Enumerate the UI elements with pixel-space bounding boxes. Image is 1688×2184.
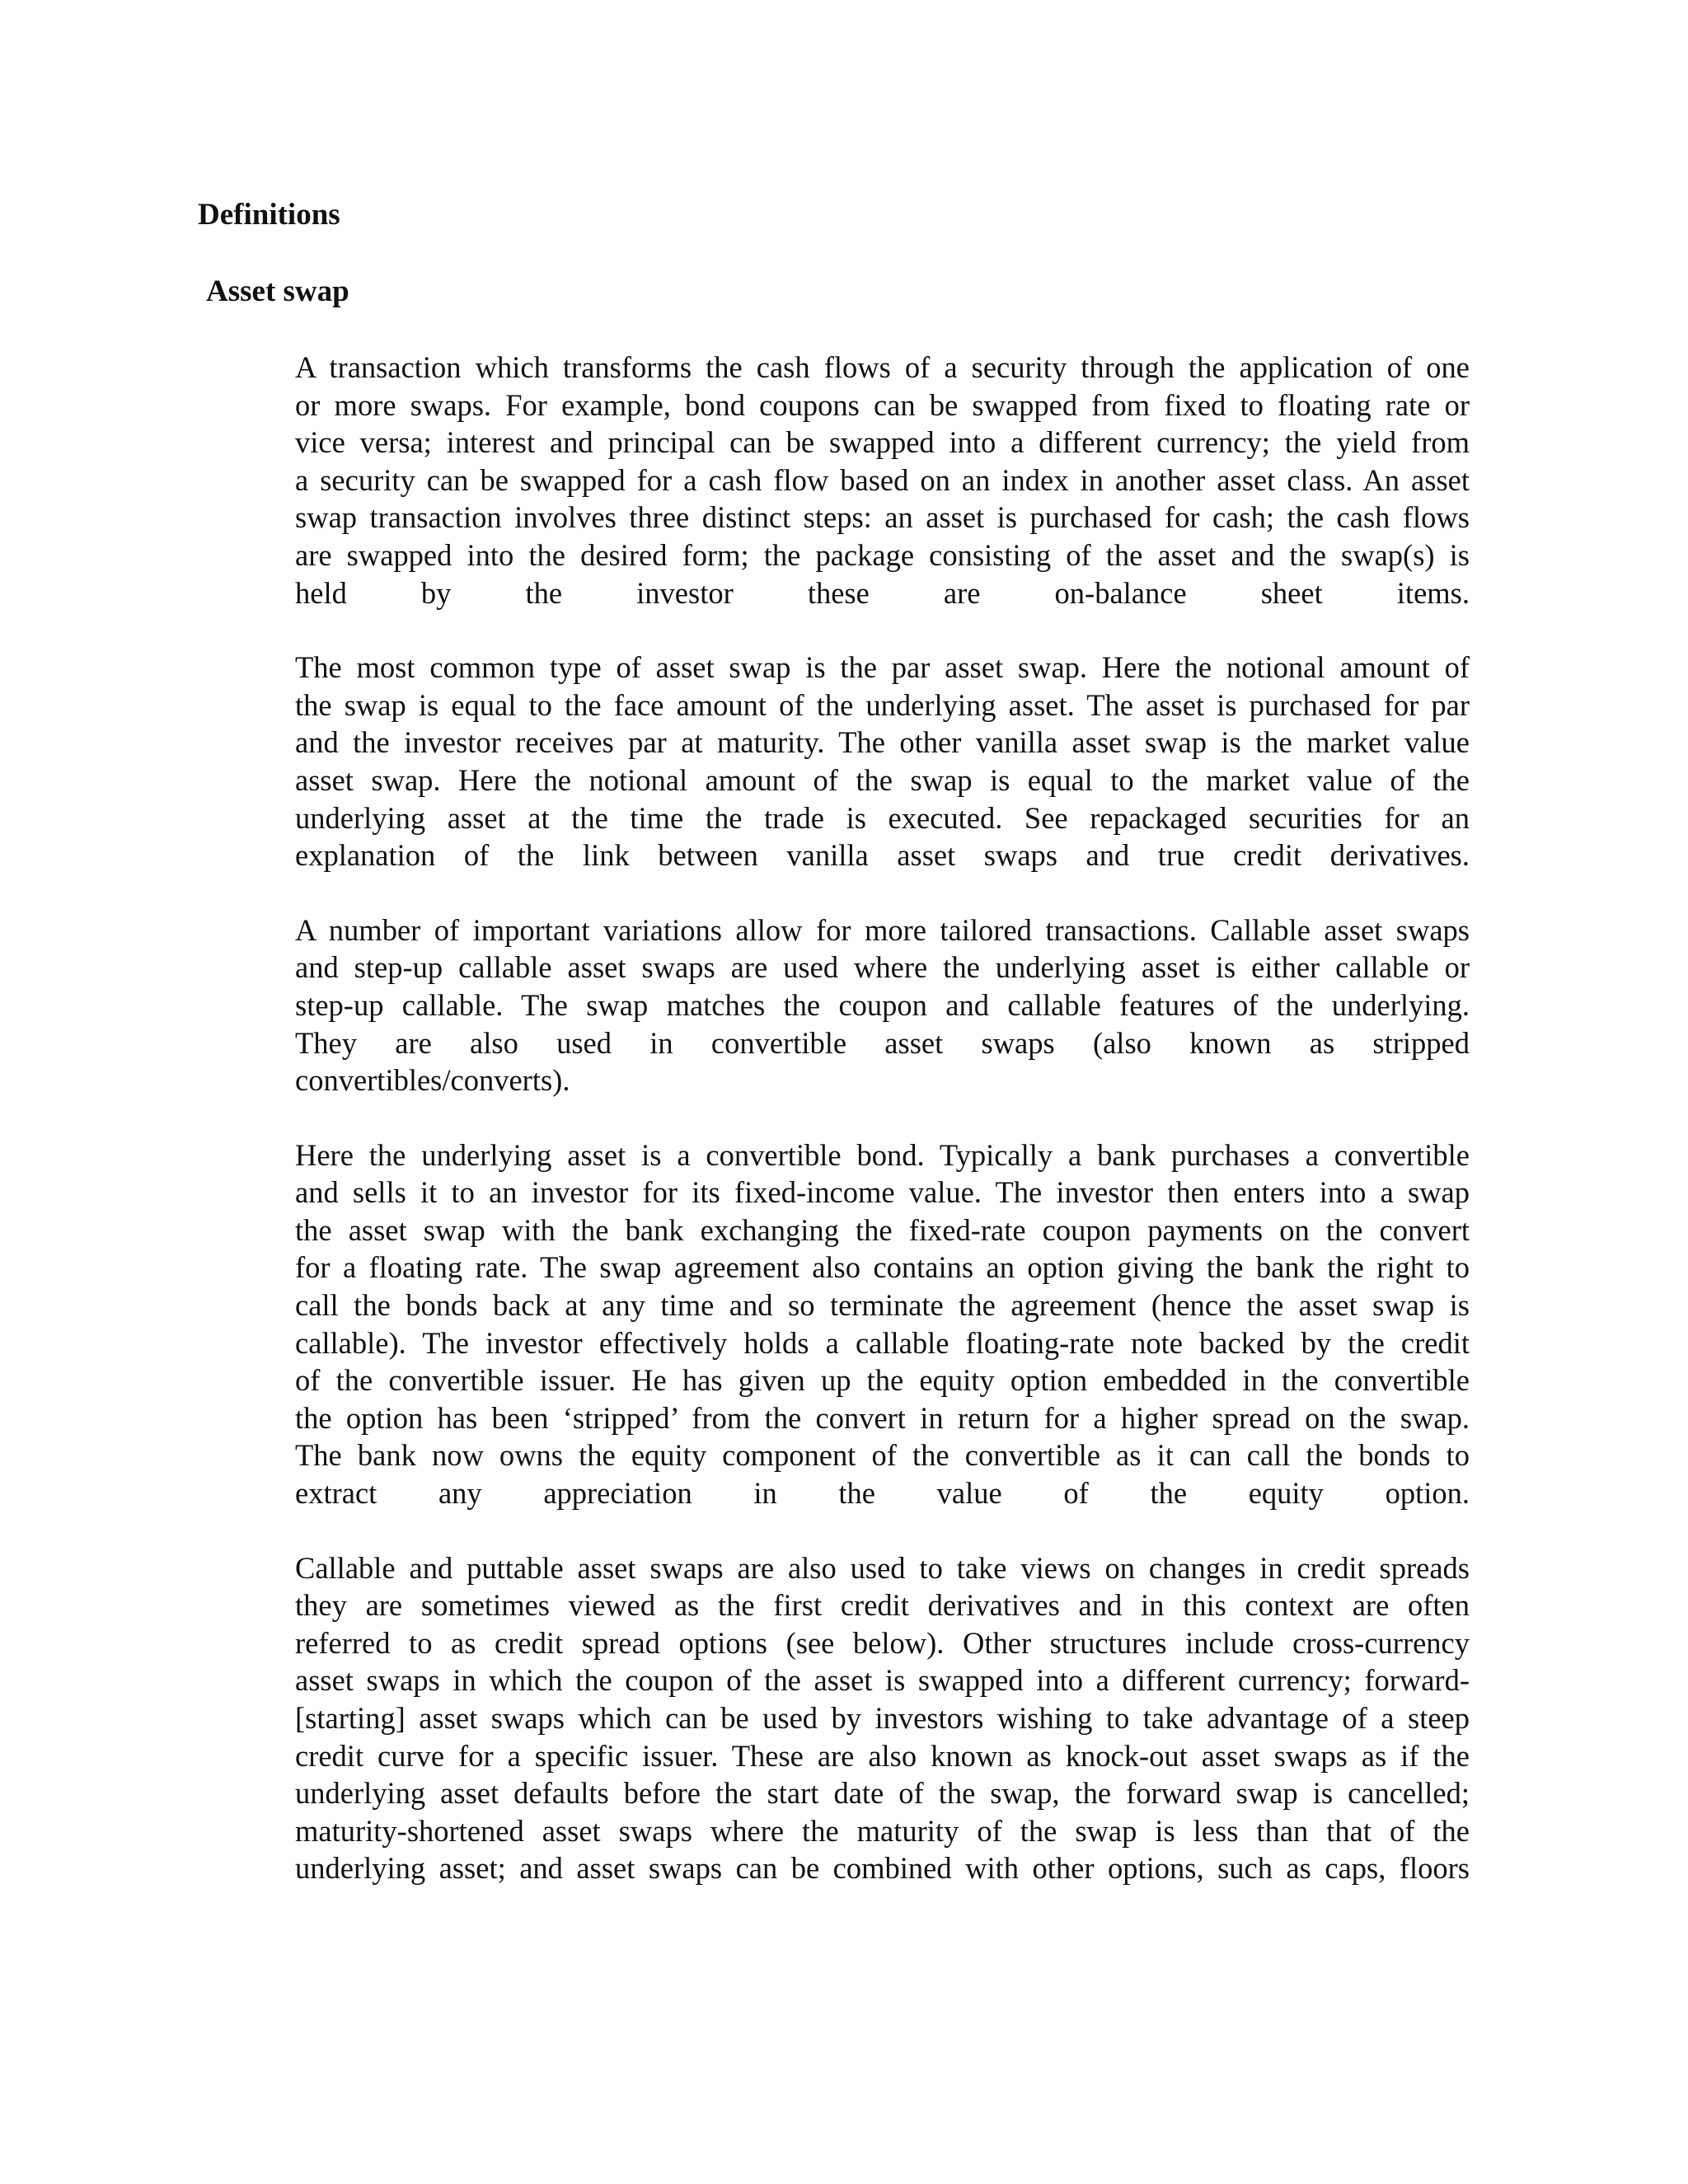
text-line: held by the investor these are on-balance sheet items. [295,575,1470,610]
section-heading-definitions: Definitions [198,198,340,232]
text-line: call the bonds back at any time and so terminate the agreement (hence the asset swap is [295,1288,1470,1323]
text-line: step-up callable. The swap matches the coupon and callable features of the underlying. [295,987,1470,1022]
text-line: swap transaction involves three distinct steps: an asset is purchased for cash; the cash flows [295,500,1470,535]
text-line: extract any appreciation in the value of the equity option. [295,1476,1470,1511]
text-line: [starting] asset swaps which can be used by investors wishing to take advantage of a steep [295,1701,1470,1735]
text-line: A number of important variations allow for more tailored transactions. Callable asset swaps [295,912,1470,947]
text-line: asset swap. Here the notional amount of the swap is equal to the market value of the [295,762,1470,797]
text-line: asset swaps in which the coupon of the asset is swapped into a different currency; forward- [295,1663,1470,1698]
text-line: referred to as credit spread options (see below). Other structures include cross-currency [295,1625,1470,1660]
text-line: of the convertible issuer. He has given up the equity option embedded in the convertible [295,1363,1470,1398]
text-line: and the investor receives par at maturity. The other vanilla asset swap is the market value [295,725,1470,760]
text-line: and step-up callable asset swaps are used where the underlying asset is either callable or [295,950,1470,985]
text-line: the option has been ‘stripped’ from the convert in return for a higher spread on the swap. [295,1400,1470,1435]
text-line: maturity-shortened asset swaps where the maturity of the swap is less than that of the [295,1813,1470,1848]
text-line: vice versa; interest and principal can be swapped into a different currency; the yield from [295,425,1470,460]
text-line: They are also used in convertible asset swaps (also known as stripped [295,1025,1470,1060]
paragraph-2 [295,649,1470,874]
text-line: Callable and puttable asset swaps are also used to take views on changes in credit spreads [295,1550,1470,1585]
text-line: underlying asset at the time the trade is executed. See repackaged securities for an [295,800,1470,835]
paragraph-5 [295,1549,1470,1887]
text-line: the asset swap with the bank exchanging the fixed-rate coupon payments on the convert [295,1212,1470,1247]
text-line: underlying asset; and asset swaps can be combined with other options, such as caps, floors [295,1851,1470,1886]
text-line: convertibles/converts). [295,1063,570,1098]
paragraph-1 [295,349,1470,612]
text-line: A transaction which transforms the cash flows of a security through the application of one [295,350,1470,384]
subheading-asset-swap: Asset swap [206,274,349,308]
text-line: callable). The investor effectively holds a callable floating-rate note backed by the credit [295,1325,1470,1360]
text-line: explanation of the link between vanilla asset swaps and true credit derivatives. [295,838,1470,873]
text-line: are swapped into the desired form; the package consisting of the asset and the swap(s) is [295,537,1470,572]
text-line: a security can be swapped for a cash flow based on an index in another asset class. An asset [295,462,1470,497]
paragraph-4 [295,1137,1470,1512]
text-line: or more swaps. For example, bond coupons can be swapped from fixed to floating rate or [295,387,1470,422]
text-line: credit curve for a specific issuer. These are also known as knock-out asset swaps as if the [295,1738,1470,1773]
text-line: and sells it to an investor for its fixed-income value. The investor then enters into a swap [295,1175,1470,1210]
text-line: the swap is equal to the face amount of the underlying asset. The asset is purchased for par [295,687,1470,722]
text-line: for a floating rate. The swap agreement also contains an option giving the bank the right to [295,1250,1470,1285]
paragraph-3 [295,912,1470,1099]
text-line: underlying asset defaults before the start date of the swap, the forward swap is cancelled; [295,1776,1470,1811]
text-line: The bank now owns the equity component of the convertible as it can call the bonds to [295,1438,1470,1473]
text-line: The most common type of asset swap is the par asset swap. Here the notional amount of [295,650,1470,685]
document-body [295,349,1470,1924]
text-line: they are sometimes viewed as the first credit derivatives and in this context are often [295,1588,1470,1623]
text-line: Here the underlying asset is a convertible bond. Typically a bank purchases a convertible [295,1137,1470,1172]
